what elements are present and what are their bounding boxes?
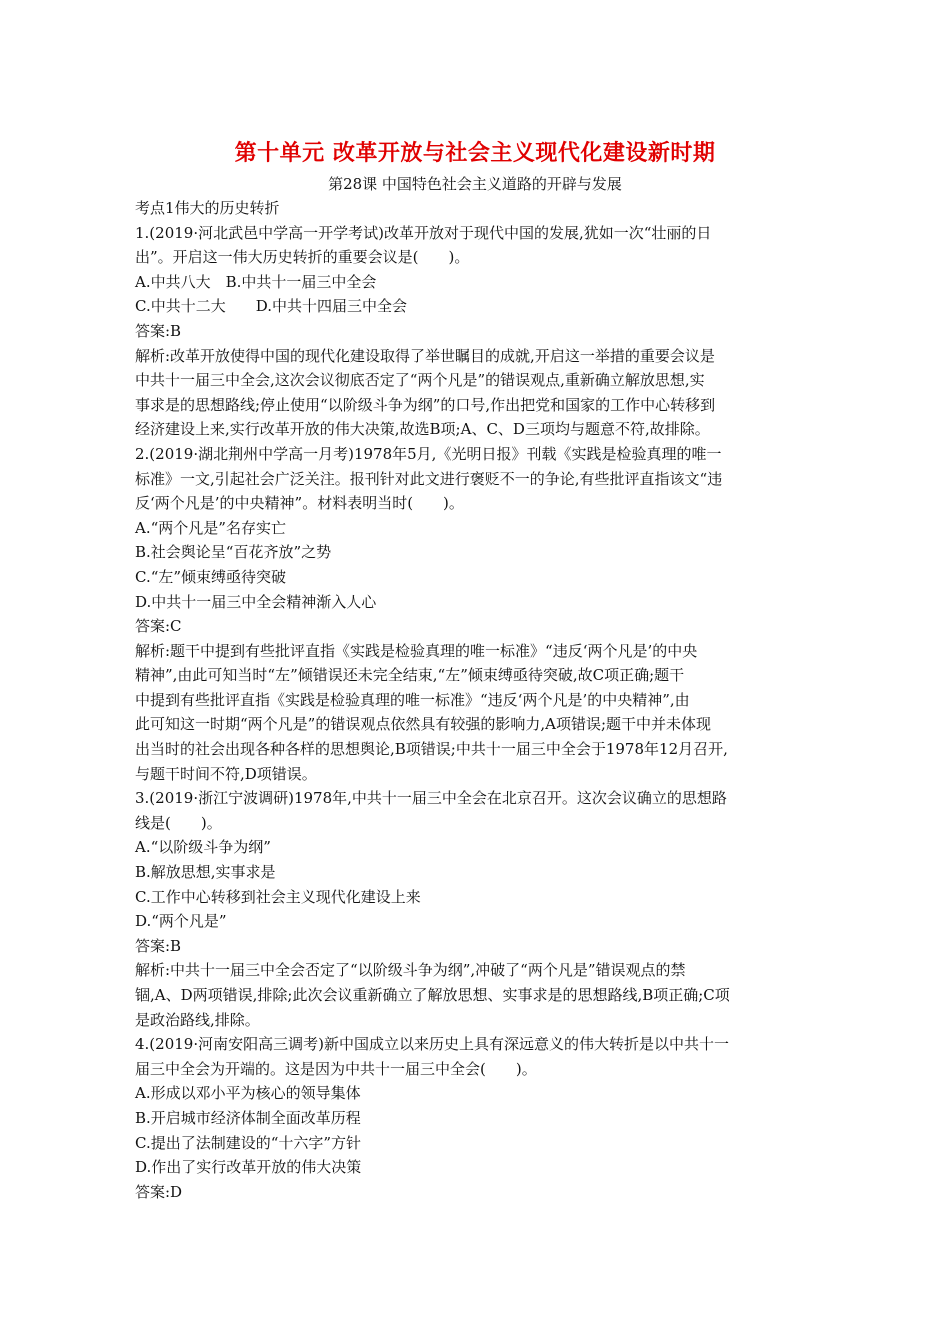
text-line: B.开启城市经济体制全面改革历程 [135, 1108, 361, 1127]
text-line: B.社会舆论呈“百花齐放”之势 [135, 543, 332, 562]
text-line: A.“以阶级斗争为纲” [135, 838, 271, 857]
text-line: 线是( )。 [135, 813, 222, 832]
section-heading: 考点1伟大的历史转折 [135, 199, 280, 217]
text-line: C.提出了法制建设的“十六字”方针 [135, 1133, 362, 1152]
text-line: 经济建设上来,实行改革开放的伟大决策,故选B项;A、C、D三项均与题意不符,故排除。 [135, 420, 710, 439]
text-line: 3.(2019·浙江宁波调研)1978年,中共十一届三中全会在北京召开。这次会议确立的思想路 [135, 789, 727, 808]
text-line: 中提到有些批评直指《实践是检验真理的唯一标准》“违反‘两个凡是’的中央精神”,由 [135, 690, 690, 709]
text-line: 精神”,由此可知当时“左”倾错误还未完全结束,“左”倾束缚亟待突破,故C项正确;题干 [135, 666, 685, 685]
text-line: 答案:B [135, 936, 182, 955]
text-line: 标准》一文,引起社会广泛关注。报刊针对此文进行褒贬不一的争论,有些批评直指该文“违 [135, 469, 723, 488]
text-line: 出”。开启这一伟大历史转折的重要会议是( )。 [135, 248, 470, 267]
text-line: 2.(2019·湖北荆州中学高一月考)1978年5月,《光明日报》刊载《实践是检验真理的唯一 [135, 444, 722, 463]
text-line: 1.(2019·河北武邑中学高一开学考试)改革开放对于现代中国的发展,犹如一次“壮丽的日 [135, 223, 712, 242]
text-line: A.“两个凡是”名存实亡 [135, 518, 286, 537]
text-line: 中共十一届三中全会,这次会议彻底否定了“两个凡是”的错误观点,重新确立解放思想,实 [135, 371, 705, 390]
document-page [135, 136, 815, 1204]
text-line: 答案:C [135, 617, 182, 636]
text-line: A.形成以邓小平为核心的领导集体 [135, 1084, 361, 1103]
text-line: 4.(2019·河南安阳高三调考)新中国成立以来历史上具有深远意义的伟大转折是以中共十一 [135, 1035, 729, 1054]
text-line: 解析:改革开放使得中国的现代化建设取得了举世瞩目的成就,开启这一举措的重要会议是 [135, 346, 715, 365]
text-line: 解析:题干中提到有些批评直指《实践是检验真理的唯一标准》“违反‘两个凡是’的中央 [135, 641, 698, 660]
text-line: 反‘两个凡是’的中央精神”。材料表明当时( )。 [135, 494, 464, 513]
text-line: D.“两个凡是” [135, 912, 227, 931]
text-line: D.作出了实行改革开放的伟大决策 [135, 1158, 362, 1177]
text-line: 事求是的思想路线;停止使用“以阶级斗争为纲”的口号,作出把党和国家的工作中心转移到 [135, 395, 716, 414]
text-line: B.解放思想,实事求是 [135, 863, 276, 882]
text-line: 是政治路线,排除。 [135, 1010, 260, 1029]
text-line: 解析:中共十一届三中全会否定了“以阶级斗争为纲”,冲破了“两个凡是”错误观点的禁 [135, 961, 686, 980]
lesson-subtitle: 第28课 中国特色社会主义道路的开辟与发展 [328, 175, 622, 193]
text-line: C.中共十二大 D.中共十四届三中全会 [135, 297, 407, 316]
unit-title: 第十单元 改革开放与社会主义现代化建设新时期 [234, 140, 716, 166]
text-line: 与题干时间不符,D项错误。 [135, 764, 317, 783]
text-line: 答案:B [135, 321, 182, 340]
text-line: C.工作中心转移到社会主义现代化建设上来 [135, 887, 421, 906]
text-line: D.中共十一届三中全会精神渐入人心 [135, 592, 377, 611]
text-line: A.中共八大 B.中共十一届三中全会 [135, 272, 377, 291]
document-body [135, 221, 815, 1205]
text-line: 锢,A、D两项错误,排除;此次会议重新确立了解放思想、实事求是的思想路线,B项正确;C项 [135, 986, 730, 1004]
text-line: 出当时的社会出现各种各样的思想舆论,B项错误;中共十一届三中全会于1978年12月召开, [135, 740, 728, 759]
text-line: 届三中全会为开端的。这是因为中共十一届三中全会( )。 [135, 1059, 537, 1078]
text-line: 答案:D [135, 1182, 183, 1201]
text-line: 此可知这一时期“两个凡是”的错误观点依然具有较强的影响力,A项错误;题干中并未体现 [135, 715, 711, 734]
text-line: C.“左”倾束缚亟待突破 [135, 567, 287, 586]
